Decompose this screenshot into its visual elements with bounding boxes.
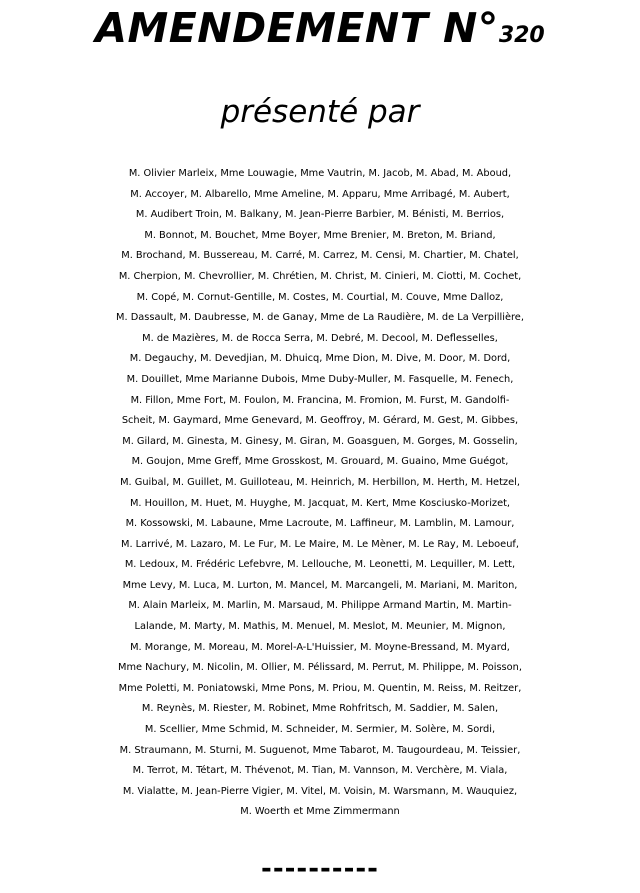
author-line: M. Goujon, Mme Greff, Mme Grosskost, M. Grouard, M. Guaino, Mme Guégot, <box>131 456 509 468</box>
amendment-title-text: AMENDEMENT N° <box>95 4 499 52</box>
author-list <box>0 164 640 823</box>
author-line: M. Scellier, Mme Schmid, M. Schneider, M. Sermier, M. Solère, M. Sordi, <box>144 724 496 736</box>
author-line: M. Terrot, M. Tétart, M. Thévenot, M. Tian, M. Vannson, M. Verchère, M. Viala, <box>132 765 508 777</box>
author-line: M. Brochand, M. Bussereau, M. Carré, M. Carrez, M. Censi, M. Chartier, M. Chatel, <box>121 250 519 262</box>
author-line: Scheit, M. Gaymard, Mme Genevard, M. Geoffroy, M. Gérard, M. Gest, M. Gibbes, <box>121 415 519 427</box>
author-line: Mme Levy, M. Luca, M. Lurton, M. Mancel, M. Marcangeli, M. Mariani, M. Mariton, <box>122 579 518 591</box>
author-line: Mme Nachury, M. Nicolin, M. Ollier, M. Pélissard, M. Perrut, M. Philippe, M. Poisson, <box>118 662 522 674</box>
author-line: Lalande, M. Marty, M. Mathis, M. Menuel, M. Meslot, M. Meunier, M. Mignon, <box>134 621 506 633</box>
author-line: M. Larrivé, M. Lazaro, M. Le Fur, M. Le Maire, M. Le Mèner, M. Le Ray, M. Leboeuf, <box>121 538 519 550</box>
author-line: M. Accoyer, M. Albarello, Mme Ameline, M. Apparu, Mme Arribagé, M. Aubert, <box>130 188 510 200</box>
author-line: M. Kossowski, M. Labaune, Mme Lacroute, M. Laffineur, M. Lamblin, M. Lamour, <box>125 518 515 530</box>
author-line: M. Bonnot, M. Bouchet, Mme Boyer, Mme Brenier, M. Breton, M. Briand, <box>144 229 496 241</box>
amendment-number: 320 <box>498 23 545 48</box>
author-line: M. Degauchy, M. Devedjian, M. Dhuicq, Mme Dion, M. Dive, M. Door, M. Dord, <box>129 353 511 365</box>
author-line: M. Olivier Marleix, Mme Louwagie, Mme Vautrin, M. Jacob, M. Abad, M. Aboud, <box>128 168 512 179</box>
author-line: M. Straumann, M. Sturni, M. Suguenot, Mme Tabarot, M. Taugourdeau, M. Teissier, <box>119 744 521 756</box>
author-line: M. Reynès, M. Riester, M. Robinet, Mme Rohfritsch, M. Saddier, M. Salen, <box>141 703 499 715</box>
author-line: Mme Poletti, M. Poniatowski, Mme Pons, M. Priou, M. Quentin, M. Reiss, M. Reitzer, <box>118 682 522 694</box>
author-line: M. Copé, M. Cornut-Gentille, M. Costes, M. Courtial, M. Couve, Mme Dalloz, <box>136 291 504 303</box>
author-line: M. Houillon, M. Huet, M. Huyghe, M. Jacquat, M. Kert, Mme Kosciusko-Morizet, <box>129 497 511 509</box>
author-line: M. de Mazières, M. de Rocca Serra, M. Debré, M. Decool, M. Deflesselles, <box>142 332 498 344</box>
author-line: M. Woerth et Mme Zimmermann <box>240 806 400 818</box>
author-line: M. Vialatte, M. Jean-Pierre Vigier, M. Vitel, M. Voisin, M. Warsmann, M. Wauquiez, <box>122 785 518 797</box>
author-line: M. Audibert Troin, M. Balkany, M. Jean-Pierre Barbier, M. Bénisti, M. Berrios, <box>135 209 505 221</box>
presented-by-heading: présenté par <box>220 94 420 130</box>
author-line: M. Dassault, M. Daubresse, M. de Ganay, Mme de La Raudière, M. de La Verpillière, <box>116 312 524 324</box>
author-line: M. Cherpion, M. Chevrollier, M. Chrétien, M. Christ, M. Cinieri, M. Ciotti, M. Cochet, <box>118 270 522 282</box>
amendment-title <box>0 2 640 62</box>
author-line: M. Morange, M. Moreau, M. Morel-A-L'Huissier, M. Moyne-Bressand, M. Myard, <box>130 641 510 653</box>
author-line: M. Douillet, Mme Marianne Dubois, Mme Duby-Muller, M. Fasquelle, M. Fenech, <box>126 373 514 385</box>
author-line: M. Alain Marleix, M. Marlin, M. Marsaud, M. Philippe Armand Martin, M. Martin- <box>128 600 512 612</box>
author-line: M. Guibal, M. Guillet, M. Guilloteau, M. Heinrich, M. Herbillon, M. Herth, M. Hetzel, <box>120 476 520 488</box>
author-line: M. Gilard, M. Ginesta, M. Ginesy, M. Giran, M. Goasguen, M. Gorges, M. Gosselin, <box>122 435 518 447</box>
author-line: M. Fillon, Mme Fort, M. Foulon, M. Francina, M. Fromion, M. Furst, M. Gandolfi- <box>130 394 510 406</box>
separator-line: ---------- <box>261 854 379 884</box>
author-line: M. Ledoux, M. Frédéric Lefebvre, M. Lellouche, M. Leonetti, M. Lequiller, M. Lett, <box>124 559 516 571</box>
